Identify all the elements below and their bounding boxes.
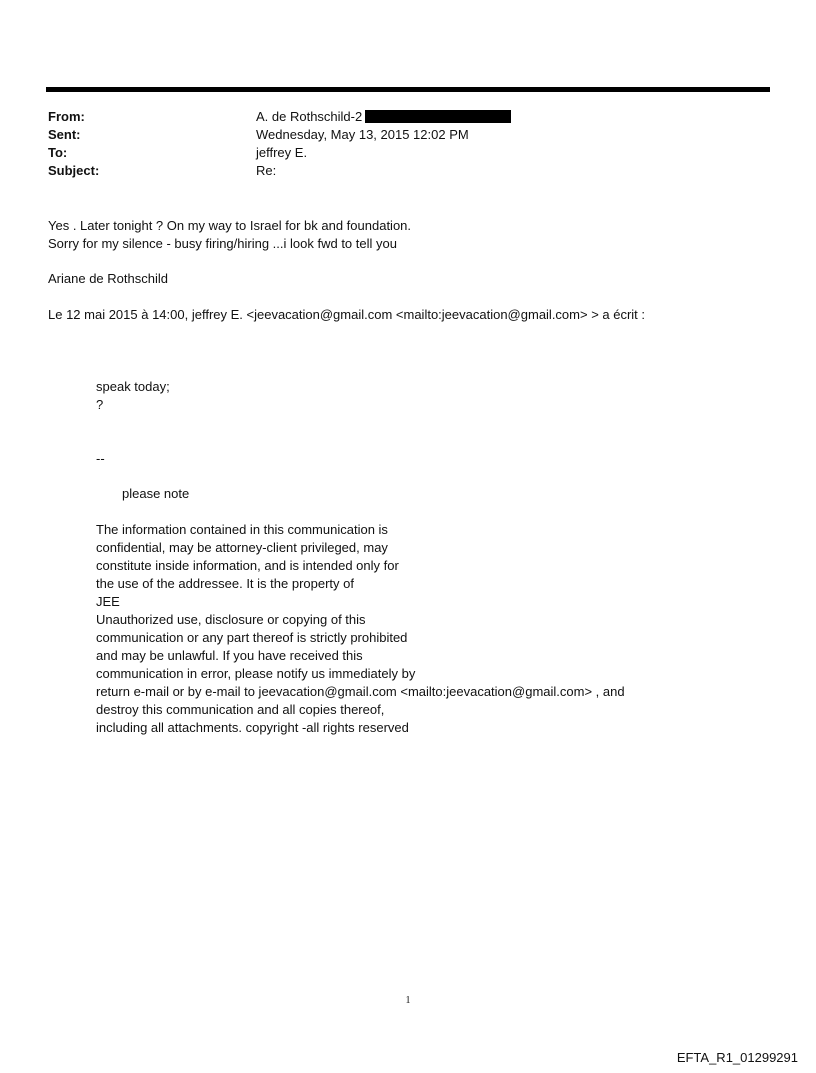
from-row <box>48 108 511 126</box>
quoted-line-1: speak today; <box>96 379 170 394</box>
signature: Ariane de Rothschild <box>48 271 168 286</box>
disclaimer-line: The information contained in this communication is <box>96 522 388 537</box>
sent-label: Sent: <box>48 127 81 142</box>
from-label: From: <box>48 109 85 124</box>
disclaimer-line: confidential, may be attorney-client privileged, may <box>96 540 388 555</box>
sent-row <box>48 126 511 144</box>
disclaimer-line: JEE <box>96 594 120 609</box>
subject-row <box>48 162 511 180</box>
disclaimer-line: and may be unlawful. If you have received this <box>96 648 363 663</box>
please-note: please note <box>122 486 190 501</box>
sent-value: Wednesday, May 13, 2015 12:02 PM <box>256 127 469 142</box>
quote-intro: Le 12 mai 2015 à 14:00, jeffrey E. <jeevacation@gmail.com <mailto:jeevacation@gmail.com> > a écrit : <box>48 307 646 322</box>
to-value: jeffrey E. <box>256 145 308 160</box>
disclaimer-line: Unauthorized use, disclosure or copying of this <box>96 612 366 627</box>
disclaimer-line: communication in error, please notify us immediately by <box>96 666 416 681</box>
to-row <box>48 144 511 162</box>
page-number: 1 <box>405 995 411 1006</box>
signature-separator: -- <box>96 451 105 466</box>
from-sender: A. de Rothschild-2 <box>256 109 363 124</box>
message-line-1: Yes . Later tonight ? On my way to Israel for bk and foundation. <box>48 218 412 233</box>
disclaimer-line: return e-mail or by e-mail to jeevacation@gmail.com <mailto:jeevacation@gmail.com> , and <box>96 684 625 699</box>
disclaimer-line: destroy this communication and all copies thereof, <box>96 702 385 717</box>
disclaimer-line: the use of the addressee. It is the property of <box>96 576 354 591</box>
quoted-line-2: ? <box>96 397 104 412</box>
message-line-2: Sorry for my silence - busy firing/hiring ...i look fwd to tell you <box>48 236 397 251</box>
disclaimer-line: constitute inside information, and is intended only for <box>96 558 399 573</box>
bates-number: EFTA_R1_01299291 <box>676 1050 798 1065</box>
disclaimer-line: communication or any part thereof is strictly prohibited <box>96 630 408 645</box>
disclaimer-line: including all attachments. copyright -all rights reserved <box>96 720 409 735</box>
to-label: To: <box>48 145 68 160</box>
subject-value: Re: <box>256 163 277 178</box>
redaction-box <box>365 110 511 123</box>
header-rule <box>46 87 770 92</box>
from-value <box>256 108 511 126</box>
subject-label: Subject: <box>48 163 100 178</box>
email-header <box>48 108 511 180</box>
